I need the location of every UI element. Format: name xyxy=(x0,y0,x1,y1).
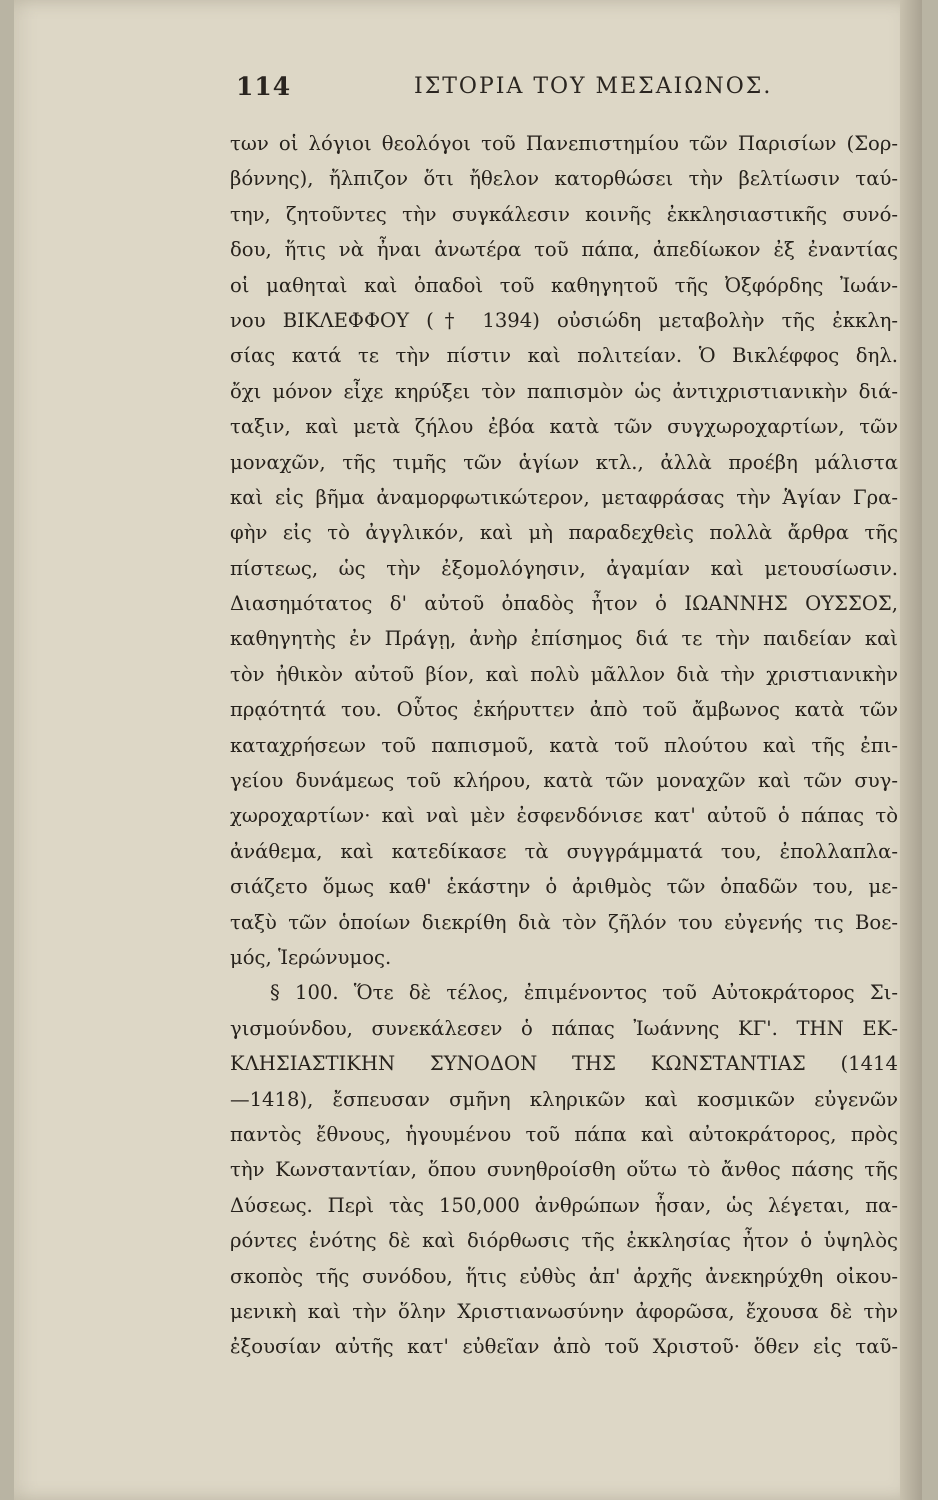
page-header xyxy=(14,72,922,106)
text-line: καὶ εἰς βῆμα ἀναμορφωτικώτερον, μεταφράσας τὴν Ἁγίαν Γρα- xyxy=(230,485,898,509)
text-line: μενικὴ καὶ τὴν ὅλην Χριστιανωσύνην ἀφορῶσα, ἔχουσα δὲ τὴν xyxy=(230,1299,898,1323)
text-line: την, ζητοῦντες τὴν συγκάλεσιν κοινῆς ἐκκλησιαστικῆς συνό- xyxy=(230,202,898,226)
text-line: χωροχαρτίων· καὶ ναὶ μὲν ἐσφενδόνισε κατ' αὐτοῦ ὁ πάπας τὸ xyxy=(230,804,898,828)
text-line: ταξιν, καὶ μετὰ ζήλου ἐβόα κατὰ τῶν συγχωροχαρτίων, τῶν xyxy=(230,415,898,439)
text-line: πίστεως, ὡς τὴν ἐξομολόγησιν, ἀγαμίαν καὶ μετουσίωσιν. xyxy=(230,556,898,580)
text-line: ρόντες ἑνότης δὲ καὶ διόρθωσις τῆς ἐκκλησίας ἦτον ὁ ὑψηλὸς xyxy=(230,1229,898,1253)
text-line: σιάζετο ὅμως καθ' ἑκάστην ὁ ἀριθμὸς τῶν ὀπαδῶν του, με- xyxy=(230,875,898,899)
text-line: πρᾳότητά του. Οὗτος ἐκήρυττεν ἀπὸ τοῦ ἄμβωνος κατὰ τῶν xyxy=(230,698,898,722)
text-line: σκοπὸς τῆς συνόδου, ἥτις εὐθὺς ἀπ' ἀρχῆς ἀνεκηρύχθη οἰκου- xyxy=(230,1264,898,1288)
running-title: ΙΣΤΟΡΙΑ ΤΟΥ ΜΕΣΑΙΩΝΟΣ. xyxy=(414,74,773,99)
text-line: ΚΛΗΣΙΑΣΤΙΚΗΝ ΣΥΝΟΔΟΝ ΤΗΣ ΚΩΝΣΤΑΝΤΙΑΣ (1414 xyxy=(230,1052,898,1076)
text-line: γείου δυνάμεως τοῦ κλήρου, κατὰ τῶν μοναχῶν καὶ τῶν συγ- xyxy=(230,769,898,793)
book-page xyxy=(14,0,922,1500)
page-number: 114 xyxy=(236,72,292,101)
body-text xyxy=(230,126,898,1365)
text-line: καταχρήσεων τοῦ παπισμοῦ, κατὰ τοῦ πλούτου καὶ τῆς ἐπι- xyxy=(230,733,898,757)
text-line: ὄχι μόνον εἶχε κηρύξει τὸν παπισμὸν ὡς ἀντιχριστιανικὴν διά- xyxy=(230,379,898,403)
text-line: μός, Ἱερώνυμος. xyxy=(230,945,392,969)
text-line: φὴν εἰς τὸ ἀγγλικόν, καὶ μὴ παραδεχθεὶς πολλὰ ἄρθρα τῆς xyxy=(230,521,898,545)
text-line: ἀνάθεμα, καὶ κατεδίκασε τὰ συγγράμματά του, ἐπολλαπλα- xyxy=(230,839,898,863)
text-line: δου, ἥτις νὰ ἦναι ἀνωτέρα τοῦ πάπα, ἀπεδίωκον ἐξ ἐναντίας xyxy=(230,238,898,262)
text-line: παντὸς ἔθνους, ἡγουμένου τοῦ πάπα καὶ αὐτοκράτορος, πρὸς xyxy=(230,1122,898,1146)
text-line: βόννης), ἤλπιζον ὅτι ἤθελον κατορθώσει τὴν βελτίωσιν ταύ- xyxy=(230,167,898,191)
text-line: Διασημότατος δ' αὐτοῦ ὀπαδὸς ἦτον ὁ ΙΩΑΝΝΗΣ ΟΥΣΣΟΣ, xyxy=(230,592,898,616)
text-line: μοναχῶν, τῆς τιμῆς τῶν ἁγίων κτλ., ἀλλὰ προέβη μάλιστα xyxy=(230,450,898,474)
text-line: Δύσεως. Περὶ τὰς 150,000 ἀνθρώπων ἦσαν, ὡς λέγεται, πα- xyxy=(230,1193,898,1217)
text-line: νου ΒΙΚΛΕΦΦΟΥ († 1394) οὐσιώδη μεταβολὴν τῆς ἐκκλη- xyxy=(230,308,898,332)
text-line: ἐξουσίαν αὐτῆς κατ' εὐθεῖαν ἀπὸ τοῦ Χριστοῦ· ὅθεν εἰς ταῦ- xyxy=(230,1335,898,1359)
text-line: των οἱ λόγιοι θεολόγοι τοῦ Πανεπιστημίου τῶν Παρισίων (Σορ- xyxy=(230,132,898,155)
text-line: σίας κατά τε τὴν πίστιν καὶ πολιτείαν. Ὁ Βικλέφφος δηλ. xyxy=(230,344,898,368)
text-line: γισμούνδου, συνεκάλεσεν ὁ πάπας Ἰωάννης ΚΓ'. ΤΗΝ ΕΚ- xyxy=(230,1016,898,1040)
text-line: —1418), ἔσπευσαν σμῆνη κληρικῶν καὶ κοσμικῶν εὐγενῶν xyxy=(230,1087,898,1111)
text-line: τὸν ἠθικὸν αὐτοῦ βίον, καὶ πολὺ μᾶλλον διὰ τὴν χριστιανικὴν xyxy=(230,662,898,686)
text-line: καθηγητὴς ἐν Πράγῃ, ἀνὴρ ἐπίσημος διά τε τὴν παιδείαν καὶ xyxy=(230,627,898,651)
page-edge-shadow xyxy=(900,0,922,1500)
text-line: τὴν Κωνσταντίαν, ὅπου συνηθροίσθη οὕτω τὸ ἄνθος πάσης τῆς xyxy=(230,1158,898,1182)
section-heading-line: § 100. Ὅτε δὲ τέλος, ἐπιμένοντος τοῦ Αὐτοκράτορος Σι- xyxy=(270,981,898,1005)
text-line: οἱ μαθηταὶ καὶ ὀπαδοὶ τοῦ καθηγητοῦ τῆς Ὀξφόρδης Ἰωάν- xyxy=(230,273,898,297)
text-line: ταξὺ τῶν ὁποίων διεκρίθη διὰ τὸν ζῆλόν του εὐγενής τις Βοε- xyxy=(230,910,898,934)
